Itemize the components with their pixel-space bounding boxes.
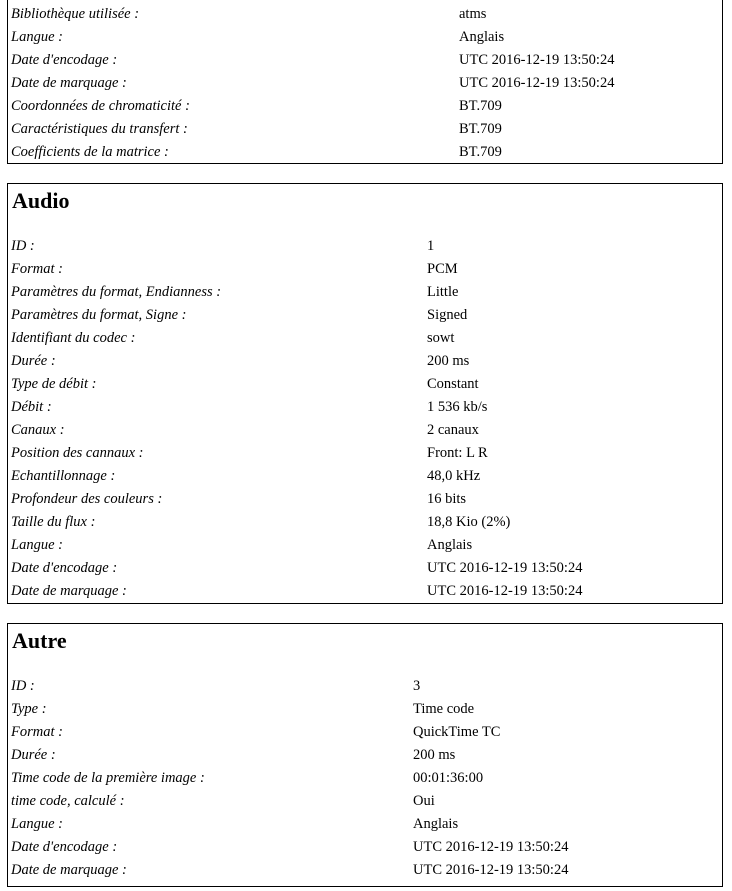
property-row xyxy=(8,533,722,556)
property-label: Type : xyxy=(11,701,47,717)
property-row xyxy=(8,743,722,766)
property-value: 18,8 Kio (2%) xyxy=(427,514,511,530)
property-value: Front: L R xyxy=(427,445,488,461)
property-row xyxy=(8,326,722,349)
property-row xyxy=(8,487,722,510)
property-row xyxy=(8,257,722,280)
property-label: Coefficients de la matrice : xyxy=(11,144,169,160)
property-row xyxy=(8,303,722,326)
property-label: Débit : xyxy=(11,399,52,415)
property-row xyxy=(8,674,722,697)
property-value: Signed xyxy=(427,307,468,323)
property-value: UTC 2016-12-19 13:50:24 xyxy=(413,862,569,878)
property-row xyxy=(8,280,722,303)
property-label: Coordonnées de chromaticité : xyxy=(11,98,190,114)
property-row xyxy=(8,349,722,372)
property-value: atms xyxy=(459,6,487,22)
property-label: ID : xyxy=(11,678,35,694)
property-label: Type de débit : xyxy=(11,376,97,392)
property-label: Durée : xyxy=(11,747,56,763)
property-label: Date de marquage : xyxy=(11,862,127,878)
property-value: 1 xyxy=(427,238,435,254)
property-row xyxy=(8,579,722,602)
property-value: UTC 2016-12-19 13:50:24 xyxy=(413,839,569,855)
property-row xyxy=(8,464,722,487)
property-label: Paramètres du format, Signe : xyxy=(11,307,187,323)
property-value: 48,0 kHz xyxy=(427,468,481,484)
other-properties-list xyxy=(8,674,722,881)
property-label: Time code de la première image : xyxy=(11,770,205,786)
property-value: QuickTime TC xyxy=(413,724,501,740)
audio-properties-list xyxy=(8,234,722,602)
property-label: Position des cannaux : xyxy=(11,445,144,461)
property-value: 16 bits xyxy=(427,491,467,507)
property-row xyxy=(8,858,722,881)
audio-section xyxy=(7,183,723,604)
property-value: Constant xyxy=(427,376,479,392)
property-label: Date de marquage : xyxy=(11,75,127,91)
property-row xyxy=(8,556,722,579)
property-label: Date d'encodage : xyxy=(11,52,118,68)
property-label: Langue : xyxy=(11,537,63,553)
property-row xyxy=(8,395,722,418)
property-value: 00:01:36:00 xyxy=(413,770,484,786)
property-row xyxy=(8,48,722,71)
property-value: 2 canaux xyxy=(427,422,479,438)
property-label: Paramètres du format, Endianness : xyxy=(11,284,222,300)
property-row xyxy=(8,2,722,25)
property-label: Format : xyxy=(11,261,63,277)
property-value: 3 xyxy=(413,678,421,694)
section-title-other: Autre xyxy=(12,628,67,653)
property-row xyxy=(8,418,722,441)
property-label: Bibliothèque utilisée : xyxy=(11,6,140,22)
property-row xyxy=(8,720,722,743)
property-row xyxy=(8,234,722,257)
property-row xyxy=(8,25,722,48)
property-value: UTC 2016-12-19 13:50:24 xyxy=(459,52,615,68)
property-value: Anglais xyxy=(427,537,473,553)
property-row xyxy=(8,94,722,117)
property-row xyxy=(8,789,722,812)
property-label: time code, calculé : xyxy=(11,793,125,809)
video-section xyxy=(7,0,723,164)
other-section xyxy=(7,623,723,887)
property-value: UTC 2016-12-19 13:50:24 xyxy=(459,75,615,91)
property-label: ID : xyxy=(11,238,35,254)
property-value: Anglais xyxy=(413,816,459,832)
property-value: PCM xyxy=(427,261,458,277)
property-label: Profondeur des couleurs : xyxy=(11,491,163,507)
property-value: 1 536 kb/s xyxy=(427,399,488,415)
property-row xyxy=(8,372,722,395)
property-label: Caractéristiques du transfert : xyxy=(11,121,188,137)
property-value: Time code xyxy=(413,701,475,717)
property-row xyxy=(8,140,722,163)
property-label: Date d'encodage : xyxy=(11,839,118,855)
property-value: 200 ms xyxy=(427,353,470,369)
property-row xyxy=(8,697,722,720)
property-label: Identifiant du codec : xyxy=(11,330,136,346)
property-row xyxy=(8,117,722,140)
property-label: Canaux : xyxy=(11,422,65,438)
property-label: Date d'encodage : xyxy=(11,560,118,576)
video-properties-list xyxy=(8,2,722,163)
property-value: sowt xyxy=(427,330,455,346)
property-value: BT.709 xyxy=(459,144,502,160)
property-row xyxy=(8,835,722,858)
property-value: Little xyxy=(427,284,459,300)
property-value: Oui xyxy=(413,793,435,809)
property-label: Durée : xyxy=(11,353,56,369)
property-row xyxy=(8,766,722,789)
property-row xyxy=(8,441,722,464)
property-label: Date de marquage : xyxy=(11,583,127,599)
property-value: BT.709 xyxy=(459,121,502,137)
property-value: 200 ms xyxy=(413,747,456,763)
property-value: UTC 2016-12-19 13:50:24 xyxy=(427,583,583,599)
property-label: Langue : xyxy=(11,29,63,45)
property-row xyxy=(8,510,722,533)
property-label: Echantillonnage : xyxy=(11,468,116,484)
property-value: Anglais xyxy=(459,29,505,45)
property-label: Taille du flux : xyxy=(11,514,96,530)
section-title-audio: Audio xyxy=(12,188,70,213)
property-label: Langue : xyxy=(11,816,63,832)
property-row xyxy=(8,71,722,94)
property-row xyxy=(8,812,722,835)
property-value: UTC 2016-12-19 13:50:24 xyxy=(427,560,583,576)
property-value: BT.709 xyxy=(459,98,502,114)
property-label: Format : xyxy=(11,724,63,740)
